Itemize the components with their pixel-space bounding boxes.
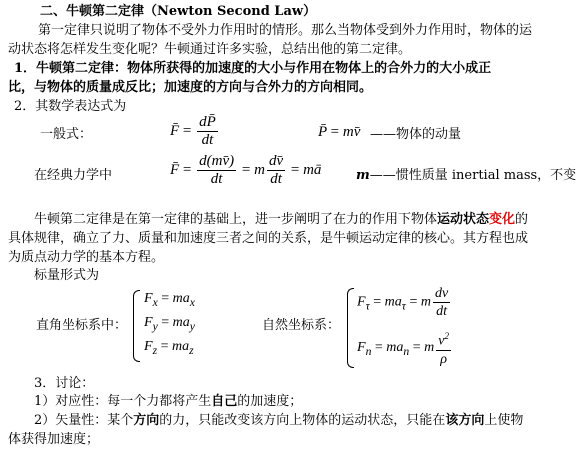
cartesian-brace — [133, 290, 140, 362]
item1-bold: 自己 — [211, 394, 238, 409]
law-number: 1． — [14, 61, 37, 76]
law-title: 牛顿第二定律： — [36, 61, 128, 76]
classical-equation: F̄ = $\frac{d(mv̄)}{dt}$ = m $\frac{dv̄}{dt}$ = mā — [170, 153, 322, 187]
para-text-end: 的 — [515, 212, 529, 227]
momentum-equation: P̄ = mv̄ — [318, 124, 361, 140]
natural-label: 自然坐标系： — [262, 318, 341, 333]
intro-line-2: 动状态将怎样发生变化呢？牛顿通过许多实验，总结出他的第二定律。 — [8, 42, 412, 57]
para-red-change: 变化 — [489, 212, 516, 227]
classical-label: 在经典力学中 — [34, 168, 113, 183]
natural-brace — [347, 288, 354, 368]
cartesian-eq-z: $F_z = ma_z$ — [144, 339, 194, 357]
para-text: 牛顿第二定律是在第一定律的基础上，进一步阐明了在力的作用下物体 — [34, 212, 438, 227]
core-paragraph-line-1 — [34, 212, 528, 228]
discussion-title: 3．讨论： — [34, 376, 95, 391]
para-bold-motion-state: 运动状态 — [437, 212, 490, 227]
cartesian-eq-y: $F_y = ma_y$ — [144, 315, 195, 333]
item2-bold-this-direction: 该方向 — [445, 413, 485, 428]
momentum-note: ——物体的动量 — [370, 127, 462, 142]
law-statement-rest: 物体所获得的加速度的大小与作用在物体上的合外力的大小成正 — [127, 61, 492, 76]
cartesian-label: 直角坐标系中： — [36, 318, 128, 333]
intro-line-1: 第一定律只说明了物体不受外力作用时的情形。那么当物体受到外力作用时，物体的运 — [38, 23, 533, 38]
general-form-label: 一般式： — [40, 127, 93, 142]
core-paragraph-line-2: 具体规律，确立了力、质量和加速度三者之间的关系，是牛顿运动定律的核心。其方程也成 — [8, 231, 529, 246]
item1-prefix: 1）对应性：每一个力都将产生 — [34, 394, 212, 409]
math-expression-title: 2．其数学表达式为 — [14, 99, 127, 114]
cartesian-eq-x: $F_x = ma_x$ — [144, 291, 195, 309]
section-heading: 二、牛顿第二定律（Newton Second Law） — [40, 4, 317, 19]
discussion-item-1 — [34, 394, 302, 410]
inertial-mass-note — [356, 168, 576, 184]
scalar-form-label: 标量形式为 — [34, 268, 100, 283]
mass-note-text: ——惯性质量 inertial mass，不变 — [369, 168, 577, 183]
general-form-equation: F̄ = $\frac{dP̄}{dt}$ — [170, 114, 216, 148]
natural-eq-normal: $F_n = ma_n = m$ $\frac{v^2}{\rho}$ — [357, 328, 453, 368]
law-statement-line-2: 比，与物体的质量成反比；加速度的方向与合外力的方向相同。 — [8, 80, 373, 95]
item2-prefix: 2）矢量性：某个 — [34, 413, 134, 428]
core-paragraph-line-3: 为质点动力学的基本方程。 — [8, 250, 165, 265]
law-statement — [14, 61, 491, 77]
discussion-item-2 — [34, 413, 523, 429]
item2-mid: 的力，只能改变该方向上物体的运动状态，只能在 — [159, 413, 446, 428]
item2-suffix: 上使物 — [484, 413, 524, 428]
natural-eq-tangent: $F_\tau = ma_\tau = m$ $\frac{dv}{dt}$ — [357, 286, 449, 319]
mass-symbol: m — [356, 168, 370, 183]
discussion-item-2-line-2: 体获得加速度； — [8, 432, 100, 447]
item2-bold-direction: 方向 — [133, 413, 160, 428]
item1-suffix: 的加速度； — [237, 394, 303, 409]
